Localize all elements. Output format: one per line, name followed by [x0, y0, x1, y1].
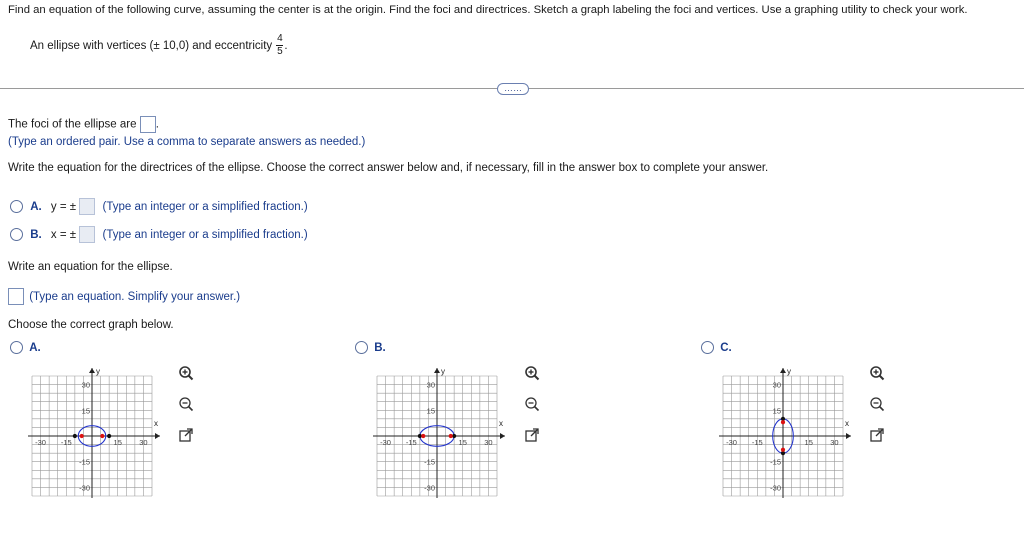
zoom-in-icon[interactable]	[178, 365, 194, 381]
question-instruction: Find an equation of the following curve, assuming the center is at the origin. Find the foci and directrices. Sketch a graph labeling the foci and vertices. Use a graphing utility to check your work.	[8, 4, 968, 16]
graph-a	[24, 362, 174, 512]
y-tick-label: 30	[772, 380, 781, 390]
y-tick-label: 30	[426, 380, 435, 390]
external-link-icon[interactable]	[178, 427, 194, 443]
y-tick-label: -30	[79, 483, 90, 493]
option-a-hint: (Type an integer or a simplified fraction.)	[102, 200, 308, 213]
option-b-equation: x = ±	[50, 228, 77, 241]
x-axis-label: x	[499, 419, 503, 428]
y-tick-label: -15	[79, 457, 90, 467]
option-b-letter: B.	[30, 228, 42, 241]
y-axis-arrow	[780, 368, 786, 373]
graph-choice-prompt: Choose the correct graph below.	[8, 319, 174, 331]
graph-option-b-letter: B.	[374, 341, 386, 354]
y-tick-label: -30	[424, 483, 435, 493]
external-link-icon[interactable]	[869, 427, 885, 443]
zoom-out-icon[interactable]	[869, 396, 885, 412]
foci-period: .	[155, 118, 159, 131]
y-axis-label: y	[787, 367, 791, 376]
directrices-prompt: Write the equation for the directrices of the ellipse. Choose the correct answer below and, if necessary, fill in the answer box to complete your answer.	[8, 162, 769, 174]
y-tick-label: -15	[770, 457, 781, 467]
directrix-option-a[interactable]	[10, 198, 308, 215]
y-tick-label: 15	[81, 406, 90, 416]
zoom-in-icon[interactable]	[524, 365, 540, 381]
y-tick-label: -30	[770, 483, 781, 493]
equation-answer-box[interactable]	[8, 288, 24, 305]
option-a-answer-box[interactable]	[79, 198, 95, 215]
y-tick-label: 15	[772, 406, 781, 416]
x-tick-label: -15	[751, 438, 763, 447]
more-button[interactable]: ……	[497, 83, 529, 95]
x-axis-arrow	[500, 433, 505, 439]
ecc-denominator: 5	[277, 46, 283, 58]
foci-hint: (Type an ordered pair. Use a comma to separate answers as needed.)	[8, 136, 366, 148]
equation-prompt: Write an equation for the ellipse.	[8, 261, 173, 273]
y-axis-label: y	[96, 367, 100, 376]
x-tick-label: 15	[113, 438, 122, 447]
graph-radio-a[interactable]	[10, 341, 23, 354]
focus-point	[80, 434, 84, 438]
radio-b[interactable]	[10, 228, 23, 241]
ecc-numerator: 4	[277, 33, 283, 45]
focus-point	[781, 420, 785, 424]
x-axis-label: x	[154, 419, 158, 428]
focus-point	[449, 434, 453, 438]
graph-radio-c[interactable]	[701, 341, 714, 354]
question-prompt	[30, 32, 288, 60]
graph-c	[715, 362, 865, 512]
y-tick-label: 30	[81, 380, 90, 390]
x-tick-label: -30	[35, 438, 46, 447]
ecc-period: .	[284, 40, 288, 52]
x-axis-label: x	[845, 419, 849, 428]
x-axis-arrow	[846, 433, 851, 439]
directrix-option-b[interactable]	[10, 226, 308, 243]
graph-option-c-letter: C.	[720, 341, 732, 354]
focus-point	[781, 448, 785, 452]
graph-b	[369, 362, 519, 512]
graph-option-a-letter: A.	[29, 341, 41, 354]
x-axis-arrow	[155, 433, 160, 439]
option-b-hint: (Type an integer or a simplified fraction.)	[102, 228, 308, 241]
foci-row	[8, 116, 159, 133]
question-prompt-text: An ellipse with vertices (± 10,0) and eccentricity	[30, 40, 273, 52]
foci-answer-box[interactable]	[140, 116, 156, 133]
equation-row	[8, 288, 240, 305]
x-tick-label: 30	[830, 438, 839, 447]
y-axis-arrow	[89, 368, 95, 373]
x-tick-label: -15	[60, 438, 72, 447]
graph-option-b[interactable]	[355, 341, 386, 354]
option-a-equation: y = ±	[50, 200, 77, 213]
zoom-in-icon[interactable]	[869, 365, 885, 381]
x-tick-label: 30	[484, 438, 493, 447]
y-axis-arrow	[434, 368, 440, 373]
x-tick-label: -15	[405, 438, 417, 447]
zoom-out-icon[interactable]	[524, 396, 540, 412]
focus-point	[421, 434, 425, 438]
graph-option-a[interactable]	[10, 341, 41, 354]
vertex-point	[73, 434, 77, 438]
y-tick-label: 15	[426, 406, 435, 416]
x-tick-label: 15	[458, 438, 467, 447]
vertex-point	[107, 434, 111, 438]
external-link-icon[interactable]	[524, 427, 540, 443]
focus-point	[100, 434, 104, 438]
foci-label: The foci of the ellipse are	[8, 118, 137, 131]
graph-radio-b[interactable]	[355, 341, 368, 354]
x-tick-label: -30	[380, 438, 391, 447]
x-tick-label: 15	[804, 438, 813, 447]
x-tick-label: -30	[726, 438, 737, 447]
eccentricity-fraction	[276, 34, 283, 57]
option-a-letter: A.	[30, 200, 42, 213]
zoom-out-icon[interactable]	[178, 396, 194, 412]
graph-option-c[interactable]	[701, 341, 732, 354]
radio-a[interactable]	[10, 200, 23, 213]
x-tick-label: 30	[139, 438, 148, 447]
y-tick-label: -15	[424, 457, 435, 467]
equation-hint: (Type an equation. Simplify your answer.)	[29, 290, 241, 303]
y-axis-label: y	[441, 367, 445, 376]
option-b-answer-box[interactable]	[79, 226, 95, 243]
